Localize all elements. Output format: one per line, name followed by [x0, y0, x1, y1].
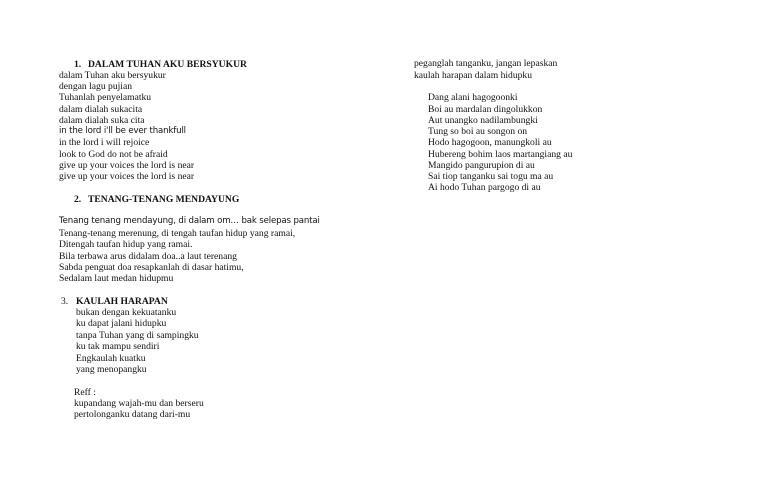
song1-line: Tuhanlah penyelamatku: [59, 92, 152, 103]
batak-line: Dang alani hagogoonki: [428, 92, 518, 103]
song2-line: Bila terbawa arus didalam doa..a laut terenang: [59, 251, 237, 262]
song1-number: 1.: [74, 59, 82, 70]
song1-line: look to God do not be afraid: [59, 149, 168, 160]
batak-line: Hubereng bohim laos martangiang au: [428, 149, 573, 160]
song1-line: give up your voices the lord is near: [59, 160, 195, 171]
song1-line: dalam dialah sukacita: [59, 104, 143, 115]
song3-reff-label: Reff :: [74, 387, 96, 398]
batak-line: Boi au mardalan dingolukkon: [428, 104, 543, 115]
song3-line: ku tak mampu sendiri: [76, 341, 160, 352]
song3-title: KAULAH HARAPAN: [76, 296, 168, 307]
batak-line: Aut unangko nadilambungki: [428, 115, 538, 126]
right-line: peganglah tanganku, jangan lepaskan: [414, 58, 558, 69]
song3-reff-line: kupandang wajah-mu dan berseru: [74, 398, 204, 409]
song1-title: DALAM TUHAN AKU BERSYUKUR: [88, 59, 247, 70]
song3-line: Engkaulah kuatku: [76, 353, 146, 364]
batak-line: Sai tiop tanganku sai togu ma au: [428, 171, 554, 182]
song3-line: tanpa Tuhan yang di sampingku: [76, 330, 199, 341]
batak-line: Tung so boi au songon on: [428, 126, 528, 137]
song1-line: dengan lagu pujian: [59, 81, 132, 92]
song2-line: Sedalam laut medan hidupmu: [59, 273, 174, 284]
song2-line: Ditengah taufan hidup yang ramai.: [59, 239, 193, 250]
song1-line: in the lord i will rejoice: [59, 137, 150, 148]
song1-line: dalam Tuhan aku bersyukur: [59, 70, 166, 81]
song2-title: TENANG-TENANG MENDAYUNG: [88, 194, 240, 205]
right-line: kaulah harapan dalam hidupku: [414, 70, 533, 81]
song3-line: ku dapat jalani hidupku: [76, 318, 167, 329]
song3-line: bukan dengan kekuatanku: [76, 307, 177, 318]
song3-line: yang menopangku: [76, 364, 147, 375]
song2-line: Sabda penguat doa resapkanlah di dasar hatimu,: [59, 262, 244, 273]
song2-line: Tenang-tenang merenung, di tengah taufan hidup yang ramai,: [59, 228, 296, 239]
song1-line: in the lord i'll be ever thankfull: [59, 126, 186, 136]
batak-line: Hodo hagogoon, manungkoli au: [428, 137, 552, 148]
song3-number: 3.: [61, 296, 69, 307]
song2-number: 2.: [74, 194, 82, 205]
song2-line: Tenang tenang mendayung, di dalam om… bak selepas pantai: [59, 216, 320, 226]
batak-line: Mangido pangurupion di au: [428, 160, 535, 171]
song3-reff-line: pertolonganku datang dari-mu: [74, 409, 191, 420]
song1-line: give up your voices the lord is near: [59, 171, 195, 182]
batak-line: Ai hodo Tuhan pargogo di au: [428, 182, 541, 193]
song1-line: dalam dialah suka cita: [59, 115, 145, 126]
